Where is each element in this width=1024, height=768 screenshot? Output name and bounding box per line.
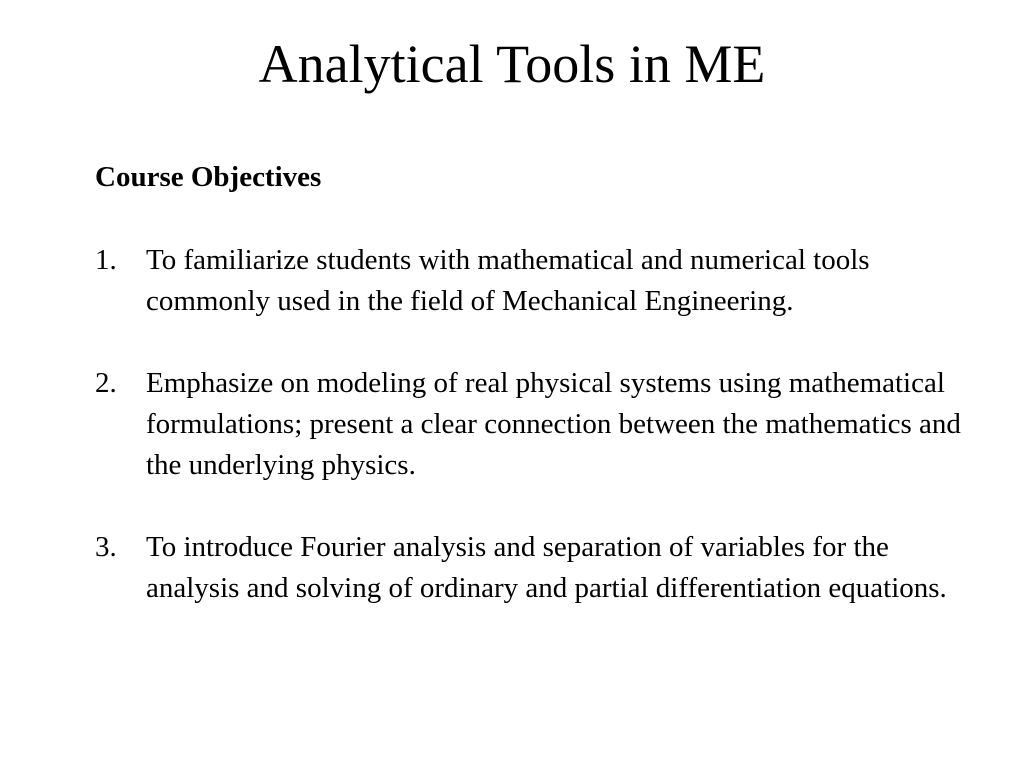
slide-title: Analytical Tools in ME xyxy=(258,34,766,94)
objectives-list xyxy=(95,240,975,650)
objective-item-3 xyxy=(95,527,975,609)
objective-number: 2. xyxy=(95,367,117,399)
objective-text: To introduce Fourier analysis and separation of variables for the analysis and solving of ordinary and partial differentiation equations. xyxy=(146,531,947,604)
objective-item-1 xyxy=(95,240,975,322)
section-heading: Course Objectives xyxy=(95,161,322,193)
objective-text: To familiarize students with mathematical and numerical tools commonly used in the field of Mechanical Engineering. xyxy=(146,244,870,317)
objective-text: Emphasize on modeling of real physical systems using mathematical formulations; present a clear connection between the mathematics and the underlying physics. xyxy=(146,367,961,481)
objective-item-2 xyxy=(95,363,975,486)
objective-number: 3. xyxy=(95,531,117,563)
objective-number: 1. xyxy=(95,244,117,276)
